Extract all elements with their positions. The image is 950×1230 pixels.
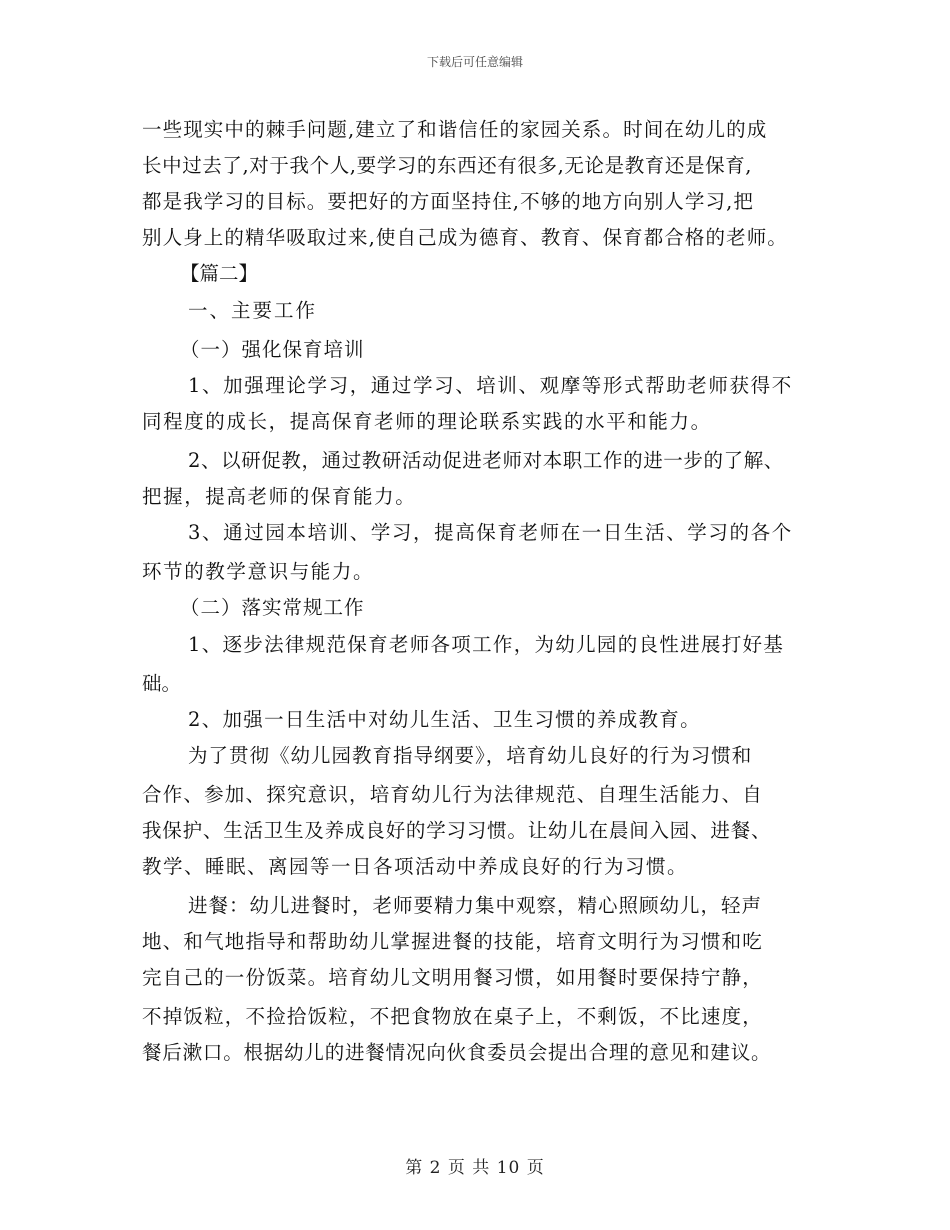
paragraph-line: 完自己的一份饭菜。培育幼儿文明用餐习惯，如用餐时要保持宁静， xyxy=(142,966,764,989)
paragraph-line: 1、逐步法律规范保育老师各项工作，为幼儿园的良性进展打好基 xyxy=(188,633,785,656)
page-number-footer: 第 2 页 共 10 页 xyxy=(405,1158,545,1178)
subheading: （二）落实常规工作 xyxy=(180,596,365,619)
paragraph-line: 别人身上的精华吸取过来,使自己成为德育、教育、保育都合格的老师。 xyxy=(142,226,788,249)
paragraph-line: 长中过去了,对于我个人,要学习的东西还有很多,无论是教育还是保育, xyxy=(142,154,753,177)
subheading: （一）强化保育培训 xyxy=(180,338,365,361)
paragraph-line: 2、以研促教，通过教研活动促进老师对本职工作的进一步的了解、 xyxy=(188,449,784,472)
subheading: 一、主要工作 xyxy=(188,299,318,322)
paragraph-line: 地、和气地指导和帮助幼儿掌握进餐的技能，培育文明行为习惯和吃 xyxy=(142,930,764,953)
page-header: 下载后可任意编辑 xyxy=(426,55,523,69)
section-heading: 【篇二】 xyxy=(180,262,259,285)
paragraph-line: 都是我学习的目标。要把好的方面坚持住,不够的地方向别人学习,把 xyxy=(142,190,754,213)
paragraph-line: 进餐：幼儿进餐时，老师要精力集中观察，精心照顾幼儿，轻声 xyxy=(188,894,763,917)
paragraph-line: 我保护、生活卫生及养成良好的学习习惯。让幼儿在晨间入园、进餐、 xyxy=(142,819,772,842)
paragraph-line: 不掉饭粒，不捡拾饭粒，不把食物放在桌子上，不剩饭，不比速度， xyxy=(142,1005,764,1028)
paragraph-line: 2、加强一日生活中对幼儿生活、卫生习惯的养成教育。 xyxy=(188,708,701,731)
paragraph-line: 环节的教学意识与能力。 xyxy=(142,560,375,583)
paragraph-line: 1、加强理论学习，通过学习、培训、观摩等形式帮助老师获得不 xyxy=(188,374,793,397)
paragraph-line: 为了贯彻《幼儿园教育指导纲要》，培育幼儿良好的行为习惯和 xyxy=(188,744,753,767)
paragraph-line: 同程度的成长，提高保育老师的理论联系实践的水平和能力。 xyxy=(142,410,712,433)
paragraph-line: 餐后漱口。根据幼儿的进餐情况向伙食委员会提出合理的意见和建议。 xyxy=(142,1041,772,1064)
paragraph-line: 合作、参加、探究意识，培育幼儿行为法律规范、自理生活能力、自 xyxy=(142,783,764,806)
paragraph-line: 础。 xyxy=(142,672,182,695)
paragraph-line: 教学、睡眠、离园等一日各项活动中养成良好的行为习惯。 xyxy=(142,855,689,878)
paragraph-line: 把握，提高老师的保育能力。 xyxy=(142,485,417,508)
paragraph-line: 3、通过园本培训、学习，提高保育老师在一日生活、学习的各个 xyxy=(188,521,793,544)
paragraph-line: 一些现实中的棘手问题,建立了和谐信任的家园关系。时间在幼儿的成 xyxy=(142,118,768,141)
